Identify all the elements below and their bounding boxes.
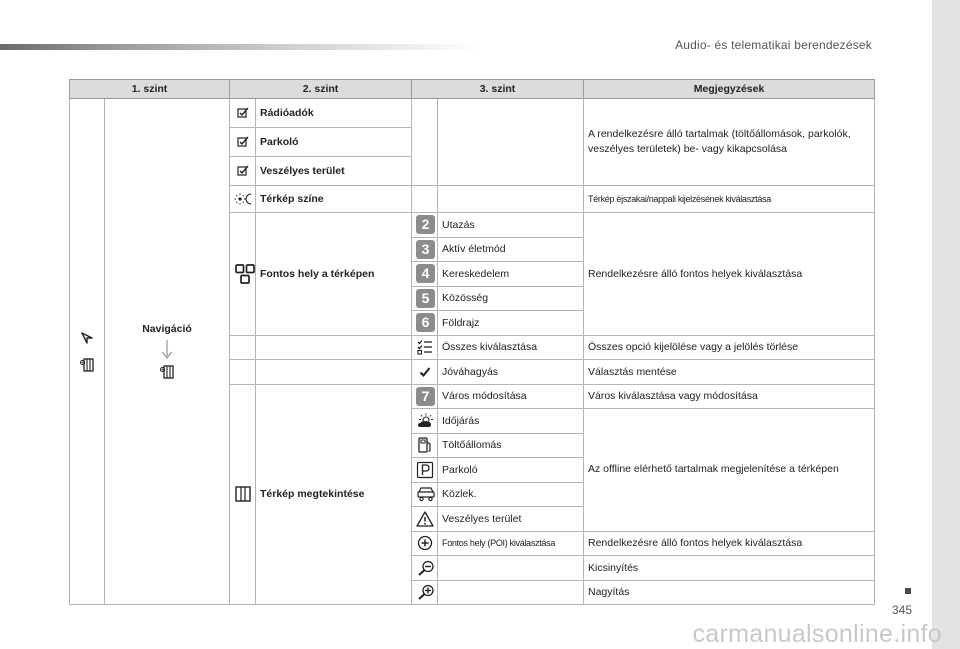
fuel-station-icon [417, 436, 433, 454]
zoom-out-icon-cell [412, 556, 438, 581]
travel-label: Utazás [438, 213, 584, 238]
zoom-out-icon [416, 560, 436, 576]
navigation-arrow-icon [80, 331, 94, 345]
empty-icon-cell [412, 99, 438, 186]
weather-label: Időjárás [438, 409, 584, 434]
checkbox-icon [237, 107, 249, 119]
zoom-in-icon-cell [412, 580, 438, 605]
note-offline: Az offline elérhető tartalmak megjelenítése a térképen [584, 409, 875, 532]
traffic-label: Közlek. [438, 482, 584, 507]
traffic-car-icon [416, 486, 436, 502]
column-header-notes: Megjegyzések [584, 80, 875, 99]
number-badge: 7 [416, 387, 435, 406]
badge-cell [412, 286, 438, 311]
plus-circle-icon [417, 535, 433, 551]
number-badge: 4 [416, 264, 435, 283]
header-title: Audio- és telematikai berendezések [675, 38, 872, 52]
danger-zone-label: Veszélyes terület [256, 157, 412, 186]
commerce-label: Kereskedelem [438, 262, 584, 287]
empty-icon-cell [412, 186, 438, 213]
poi-select-label: Fontos hely (POI) kiválasztása [438, 531, 584, 556]
map-color-label: Térkép színe [256, 186, 412, 213]
badge-cell [412, 384, 438, 409]
level2-navigation-cell [105, 99, 230, 605]
note-select-all: Összes opció kijelölése vagy a jelölés törlése [584, 335, 875, 360]
checkbox-cell [230, 157, 256, 186]
settings-table [69, 79, 875, 605]
weather-icon [416, 413, 436, 429]
checkbox-icon [237, 165, 249, 177]
badge-cell [412, 237, 438, 262]
parking-icon-cell [412, 458, 438, 483]
empty-label-cell [256, 335, 412, 360]
empty-label-cell [438, 99, 584, 186]
select-all-icon [417, 339, 433, 355]
warning-icon-cell [412, 507, 438, 532]
number-badge: 3 [416, 240, 435, 259]
settings-book-icon [79, 357, 95, 373]
fuel-icon-cell [412, 433, 438, 458]
select-all-label: Összes kiválasztása [438, 335, 584, 360]
empty-label-cell [256, 360, 412, 385]
empty-label-cell [438, 186, 584, 213]
danger-zone-label-2: Veszélyes terület [438, 507, 584, 532]
note-poi-2: Rendelkezésre álló fontos helyek kiválasztása [584, 531, 875, 556]
zoom-in-icon [416, 584, 436, 600]
geography-label: Földrajz [438, 311, 584, 336]
poi-label: Fontos hely a térképen [256, 213, 412, 336]
community-label: Közösség [438, 286, 584, 311]
note-radio-group: A rendelkezésre álló tartalmak (töltőállomások, parkolók, veszélyes területek) be- vagy kikapcsolása [584, 99, 875, 186]
map-view-icon-cell [230, 384, 256, 605]
poi-add-icon-cell [412, 531, 438, 556]
settings-book-icon [159, 364, 175, 380]
column-header-level3: 3. szint [412, 80, 584, 99]
table-row [70, 99, 875, 128]
note-zoom-out: Kicsinyítés [584, 556, 875, 581]
page-number: 345 [891, 603, 912, 617]
badge-cell [412, 213, 438, 238]
note-map-color: Térkép éjszakai/nappali kijelzésének kiválasztása [584, 186, 875, 213]
note-confirm: Választás mentése [584, 360, 875, 385]
arrow-down-icon [161, 339, 173, 361]
note-city: Város kiválasztása vagy módosítása [584, 384, 875, 409]
day-night-icon [234, 192, 254, 206]
map-book-icon [234, 485, 252, 503]
weather-icon-cell [412, 409, 438, 434]
header-gradient-bar [0, 44, 480, 50]
checkmark-icon [419, 366, 431, 378]
number-badge: 2 [416, 215, 435, 234]
column-header-level2: 2. szint [230, 80, 412, 99]
radio-stations-label: Rádióadók [256, 99, 412, 128]
active-lifestyle-label: Aktív életmód [438, 237, 584, 262]
note-poi: Rendelkezésre álló fontos helyek kiválasztása [584, 213, 875, 336]
parking-icon [416, 461, 434, 479]
table-header-row [70, 80, 875, 99]
poi-icon [234, 263, 256, 285]
note-zoom-in: Nagyítás [584, 580, 875, 605]
empty-icon-cell [230, 335, 256, 360]
empty-label-cell [438, 556, 584, 581]
side-strip [932, 0, 960, 649]
select-all-icon-cell [412, 335, 438, 360]
empty-icon-cell [230, 360, 256, 385]
confirm-label: Jóváhagyás [438, 360, 584, 385]
poi-icon-cell [230, 213, 256, 336]
change-city-label: Város módosítása [438, 384, 584, 409]
parking-label-2: Parkoló [438, 458, 584, 483]
checkbox-cell [230, 128, 256, 157]
parking-label: Parkoló [256, 128, 412, 157]
badge-cell [412, 262, 438, 287]
checkbox-cell [230, 99, 256, 128]
badge-cell [412, 311, 438, 336]
confirm-icon-cell [412, 360, 438, 385]
warning-icon [416, 511, 434, 527]
navigation-label: Navigáció [142, 323, 192, 335]
level1-icons-cell [70, 99, 105, 605]
number-badge: 6 [416, 313, 435, 332]
map-color-icon-cell [230, 186, 256, 213]
traffic-icon-cell [412, 482, 438, 507]
watermark: carmanualsonline.info [692, 620, 942, 648]
empty-label-cell [438, 580, 584, 605]
fuel-station-label: Töltőállomás [438, 433, 584, 458]
checkbox-icon [237, 136, 249, 148]
column-header-level1: 1. szint [70, 80, 230, 99]
page-marker [905, 588, 911, 594]
map-view-label: Térkép megtekintése [256, 384, 412, 605]
number-badge: 5 [416, 289, 435, 308]
